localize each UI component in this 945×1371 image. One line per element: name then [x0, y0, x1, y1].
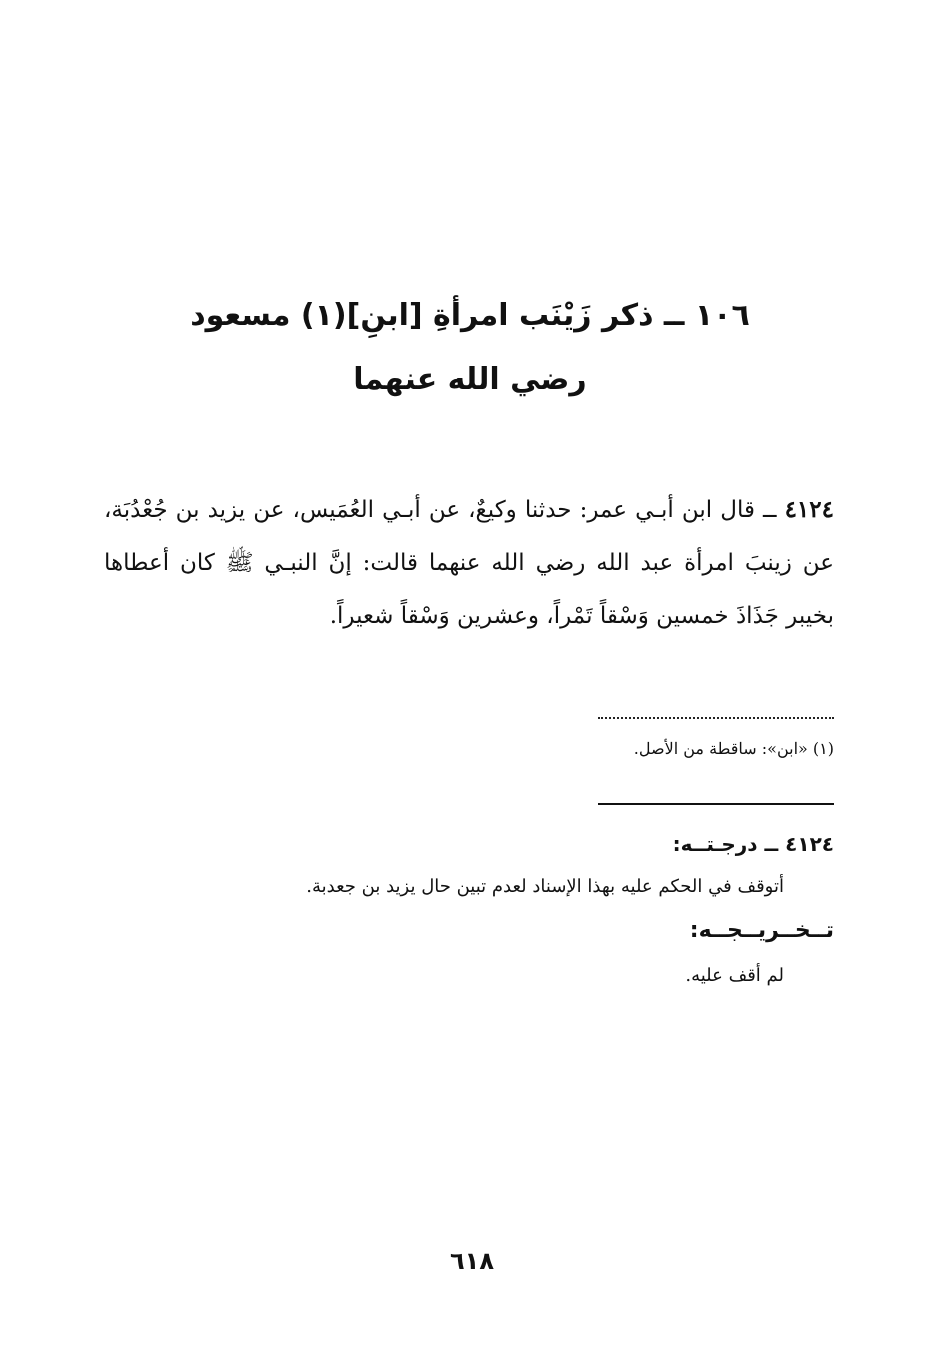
hadith-number: ٤١٢٤	[784, 496, 834, 523]
hadith-paragraph	[104, 483, 834, 643]
chapter-title-continuation: رضي الله عنهما	[353, 362, 587, 397]
hadith-separator: ــ	[754, 497, 785, 523]
chapter-title: ١٠٦ ــ ذكر زَيْنَب امرأةِ [ابنِ](١) مسعود	[190, 298, 750, 333]
degree-text: أتوقف في الحكم عليه بهذا الإسناد لعدم تبين حال يزيد بن جعدبة.	[306, 876, 784, 897]
footnote-divider	[598, 703, 834, 719]
degree-heading: ٤١٢٤ ــ درجـتــه:	[672, 832, 834, 856]
takhrij-text: لم أقف عليه.	[685, 965, 784, 986]
hadith-text: قال ابن أبـي عمر: حدثنا وكيعٌ، عن أبـي العُمَيس، عن يزيد بن جُعْدُبَة، عن زينبَ امرأة عبد الله رضي الله عنهما قالت: إنَّ النبـي ﷺ كان أعطاها بخيبر جَذَاذَ خمسين وَسْقاً تَمْراً، وعشرين وَسْقاً شعيراً.	[104, 497, 834, 629]
footnote: (١) «ابن»: ساقطة من الأصل.	[633, 739, 834, 758]
section-divider	[598, 803, 834, 805]
page-number: ٦١٨	[450, 1247, 494, 1275]
takhrij-heading: تــخــريــجــه:	[689, 918, 834, 943]
